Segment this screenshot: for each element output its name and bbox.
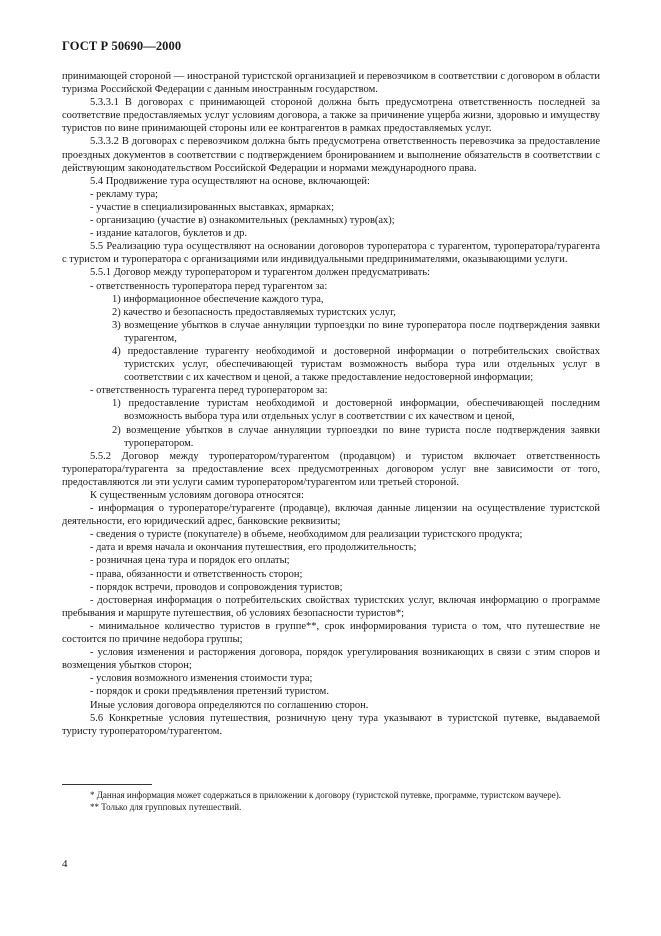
paragraph: 5.3.3.2 В договорах с перевозчиком должна быть предусмотрена ответственность перевозчика за предоставление проездных документов в соответствии с подтверждением бронированием и выполнение обязательств в соответствии с действующим законодательством Российской Федерации и нормами международного права. (62, 136, 600, 174)
page-number: 4 (62, 858, 68, 870)
list-item: - дата и время начала и окончания путешествия, его продолжительность; (90, 542, 417, 554)
list-item: - минимальное количество туристов в группе**, срок информирования туриста о том, что путешествие не состоится по причине недобора группы; (62, 620, 600, 646)
list-item: - участие в специализированных выставках, ярмарках; (90, 201, 335, 213)
document-header: ГОСТ Р 50690—2000 (62, 39, 182, 53)
paragraph: 5.6 Конкретные условия путешествия, розничную цену тура указывают в туристской путевке, выдаваемой туристу туроператором/турагентом. (62, 712, 600, 737)
list-item: - издание каталогов, буклетов и др. (90, 228, 247, 240)
document-body (62, 70, 600, 738)
list-item: - ответственность туроператора перед турагентом за: (90, 280, 328, 292)
list-item: - права, обязанности и ответственность сторон; (90, 568, 303, 580)
paragraph: 5.5 Реализацию тура осуществляют на основании договоров туроператора с турагентом, туроператора/турагента с туристом и туроператора с организациями или индивидуальными предпринимателями, оказывающими услуги. (62, 241, 600, 266)
footnotes (62, 789, 600, 813)
numbered-item: 3) возмещение убытков в случае аннуляции турпоездки по вине туроператора после подтверждения заявки турагентом, (112, 319, 600, 344)
numbered-item: 2) качество и безопасность предоставляемых туристских услуг, (112, 306, 396, 318)
paragraph: 5.3.3.1 В договорах с принимающей стороной должна быть предусмотрена ответственность последней за соответствие предоставляемых услуг условиям договора, а также за причинение ущерба жизни, здоровью и имуществу туристов по вине принимающей стороны или ее контрагентов в рамках предоставляемых услуг. (62, 97, 600, 135)
list-item: - информация о туроператоре/турагенте (продавце), включая данные лицензии на осуществление туристской деятельности, его юридический адрес, банковские реквизиты; (62, 503, 600, 528)
paragraph: 5.4 Продвижение тура осуществляют на основе, включающей: (90, 175, 370, 187)
footnote-divider (62, 784, 152, 785)
list-item: - организацию (участие в) ознакомительных (рекламных) туров(ах); (90, 215, 395, 227)
numbered-item: 4) предоставление турагенту необходимой и достоверной информации о потребительских свойствах туристских услуг, обеспечивающей туристам возможность выбора тура или отдельных услуг в соответствии с их качеством и ценой, а также предоставление недостоверной информации; (112, 345, 600, 384)
paragraph: принимающей стороной — иностраной туристской организацией и перевозчиком в соответствии с договором в области туризма Российской Федерации с данным иностранным государством. (62, 71, 600, 96)
list-item: - порядок и сроки предъявления претензий туристом. (90, 686, 329, 698)
footnote: ** Только для групповых путешествий. (90, 802, 242, 813)
paragraph: 5.5.2 Договор между туроператором/турагентом (продавцом) и туристом включает ответственность туроператора/турагента за предоставление всех предусмотренных договором услуг вне зависимости от того, предоставляются ли эти услуги самим туроператором/турагентом или третьей стороной. (62, 450, 600, 488)
numbered-item: 1) информационное обеспечение каждого тура, (112, 293, 324, 305)
list-item: - розничная цена тура и порядок его оплаты; (90, 555, 290, 567)
list-item: - порядок встречи, проводов и сопровождения туристов; (90, 581, 343, 593)
list-item: - условия изменения и расторжения договора, порядок урегулирования возникающих в связи с этим споров и возмещения убытков сторон; (62, 647, 600, 672)
numbered-item: 1) предоставление туристам необходимой и достоверной информации, обеспечивающей последним возможность выбора тура или отдельных услуг в соответствии с их качеством и ценой, (112, 398, 600, 423)
list-item: - рекламу тура; (90, 188, 159, 200)
list-item: - сведения о туристе (покупателе) в объеме, необходимом для реализации туристского продукта; (90, 529, 523, 541)
paragraph: К существенным условиям договора относятся: (90, 490, 304, 501)
list-item: - достоверная информация о потребительских свойствах туристских услуг, включая информацию о программе пребывания и маршруте путешествия, об условиях безопасности туристов*; (62, 594, 600, 619)
footnote: * Данная информация может содержаться в приложении к договору (туристской путевке, программе, туристском ваучере). (90, 790, 561, 800)
list-item: - ответственность турагента перед туроператором за: (90, 385, 328, 397)
numbered-item: 2) возмещение убытков в случае аннуляции турпоездки по вине туриста после подтверждения заявки туроператором. (112, 424, 600, 449)
list-item: - условия возможного изменения стоимости тура; (90, 673, 313, 685)
paragraph: Иные условия договора определяются по соглашению сторон. (90, 699, 369, 711)
paragraph: 5.5.1 Договор между туроператором и турагентом должен предусматривать: (90, 267, 430, 279)
